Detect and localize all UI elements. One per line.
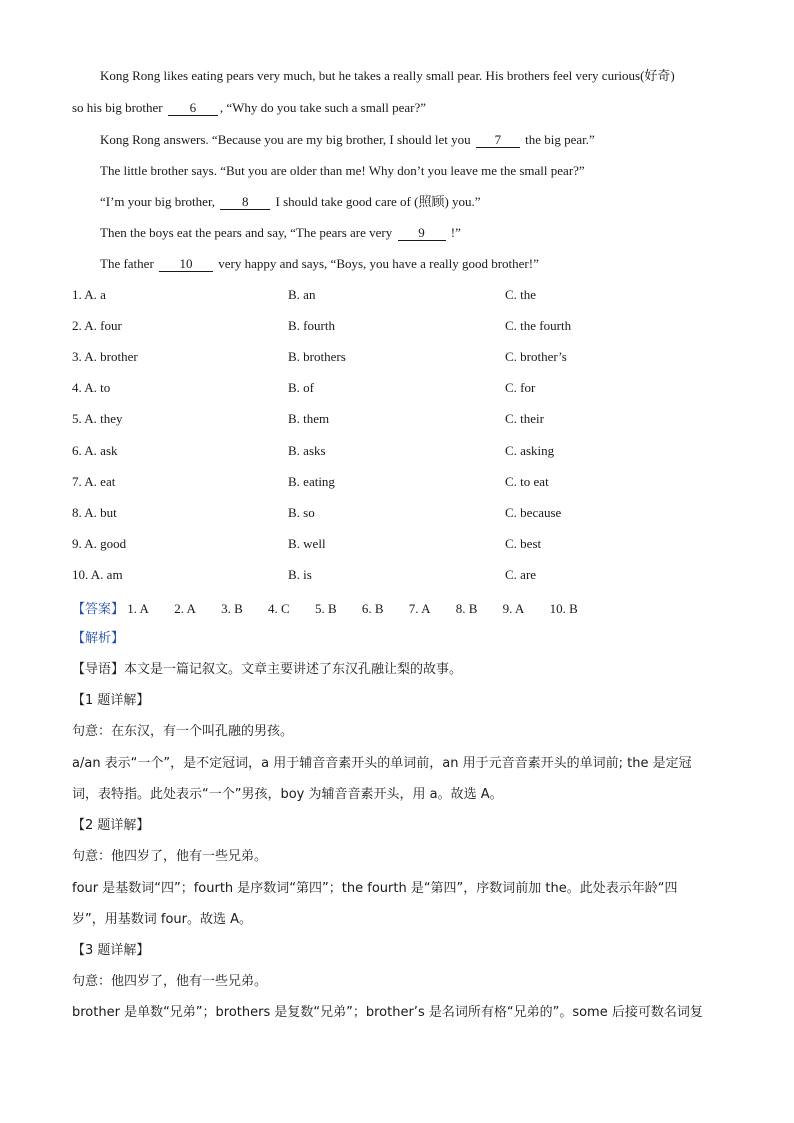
detail-3-meaning: 句意：他四岁了，他有一些兄弟。 <box>72 974 268 989</box>
option-c: C. brother’s <box>505 349 567 364</box>
detail-1-text: 词，表特指。此处表示“一个”男孩，boy 为辅音音素开头，用 a。故选 A。 <box>72 787 503 802</box>
option-a: 7. A. eat <box>72 474 116 489</box>
passage-text: very happy and says, “Boys, you have a really good brother!” <box>215 256 539 271</box>
passage-line-7 <box>100 255 539 273</box>
passage-line-6 <box>100 224 461 242</box>
option-c: C. best <box>505 536 542 551</box>
detail-1-text: a/an 表示“一个”，是不定冠词，a 用于辅音音素开头的单词前，an 用于元音音素开头的单词前; the 是定冠 <box>72 756 692 771</box>
passage-text: so his big brother <box>72 100 166 115</box>
passage-text: , “Why do you take such a small pear?” <box>219 100 427 115</box>
passage-text: Then the boys eat the pears and say, “The pears are very <box>100 225 396 240</box>
option-a: 9. A. good <box>72 536 127 551</box>
option-c: C. the fourth <box>505 318 572 333</box>
blank-7: 7 <box>476 132 520 148</box>
option-a: 1. A. a <box>72 287 106 302</box>
option-b: B. an <box>288 287 316 302</box>
answer-key <box>72 598 600 617</box>
detail-2-text: 岁”，用基数词 four。故选 A。 <box>72 912 253 927</box>
option-c: C. their <box>505 411 544 426</box>
blank-8: 8 <box>220 194 270 210</box>
detail-3-text: brother 是单数“兄弟”；brothers 是复数“兄弟”；brother’s 是名词所有格“兄弟的”。some 后接可数名词复 <box>72 1005 703 1020</box>
answer-item: 6. B <box>361 601 384 616</box>
detail-1-meaning: 句意：在东汉，有一个叫孔融的男孩。 <box>72 724 294 739</box>
blank-6: 6 <box>168 100 218 116</box>
passage-text: “I’m your big brother, <box>100 194 219 209</box>
option-b: B. asks <box>288 443 326 458</box>
guide-text: 本文是一篇记叙文。文章主要讲述了东汉孔融让梨的故事。 <box>124 662 463 677</box>
option-c: C. to eat <box>505 474 549 489</box>
question-row <box>72 287 732 305</box>
question-row <box>72 567 732 585</box>
option-a: 6. A. ask <box>72 443 118 458</box>
option-c: C. are <box>505 567 537 582</box>
option-b: B. them <box>288 411 330 426</box>
question-row <box>72 318 732 336</box>
passage-text: the big pear.” <box>521 132 595 147</box>
question-row <box>72 505 732 523</box>
option-a: 3. A. brother <box>72 349 138 364</box>
answer-item: 8. B <box>455 601 478 616</box>
blank-9: 9 <box>398 225 446 241</box>
option-a: 8. A. but <box>72 505 117 520</box>
passage-text: The father <box>100 256 158 271</box>
guide-line <box>72 661 462 679</box>
question-row <box>72 474 732 492</box>
passage-line-3 <box>100 131 595 149</box>
answer-item: 10. B <box>549 601 578 616</box>
option-b: B. well <box>288 536 326 551</box>
passage-line-5 <box>100 193 481 211</box>
detail-2-heading: 【2 题详解】 <box>72 818 150 833</box>
passage-text: Kong Rong likes eating pears very much, but he takes a really small pear. His brothers feel very curious(好奇) <box>100 68 675 83</box>
detail-2-meaning: 句意：他四岁了，他有一些兄弟。 <box>72 849 268 864</box>
option-b: B. so <box>288 505 315 520</box>
passage-text: Kong Rong answers. “Because you are my big brother, I should let you <box>100 132 474 147</box>
option-c: C. the <box>505 287 537 302</box>
question-row <box>72 380 732 398</box>
option-a: 10. A. am <box>72 567 123 582</box>
detail-1-heading: 【1 题详解】 <box>72 693 150 708</box>
option-b: B. of <box>288 380 314 395</box>
passage-line-4 <box>100 162 585 180</box>
answer-tag: 【答案】 <box>72 602 125 617</box>
question-row <box>72 349 732 367</box>
analysis-heading: 【解析】 <box>72 631 125 646</box>
passage-text: I should take good care of (照顾) you.” <box>272 194 481 209</box>
question-row <box>72 443 732 461</box>
option-b: B. eating <box>288 474 335 489</box>
answer-item: 5. B <box>314 601 337 616</box>
passage-text: !” <box>447 225 461 240</box>
passage-text: The little brother says. “But you are older than me! Why don’t you leave me the small pear?” <box>100 163 585 178</box>
question-row <box>72 411 732 429</box>
answer-item: 7. A <box>408 601 431 616</box>
option-c: C. for <box>505 380 536 395</box>
answer-item: 4. C <box>268 601 290 616</box>
option-c: C. because <box>505 505 562 520</box>
option-b: B. is <box>288 567 312 582</box>
question-row <box>72 536 732 554</box>
answer-item: 2. A <box>174 601 196 616</box>
option-a: 2. A. four <box>72 318 122 333</box>
answer-item: 3. B <box>221 601 243 616</box>
passage-line-2 <box>72 99 426 117</box>
option-b: B. brothers <box>288 349 346 364</box>
answer-item: 9. A <box>502 601 525 616</box>
option-c: C. asking <box>505 443 555 458</box>
guide-tag: 【导语】 <box>72 662 125 677</box>
answer-item: 1. A <box>127 601 149 616</box>
detail-3-heading: 【3 题详解】 <box>72 943 150 958</box>
blank-10: 10 <box>159 256 213 272</box>
option-a: 4. A. to <box>72 380 111 395</box>
passage-line-1 <box>100 67 675 85</box>
option-b: B. fourth <box>288 318 335 333</box>
option-a: 5. A. they <box>72 411 123 426</box>
detail-2-text: four 是基数词“四”；fourth 是序数词“第四”；the fourth 是“第四”，序数词前加 the。此处表示年龄“四 <box>72 881 678 896</box>
